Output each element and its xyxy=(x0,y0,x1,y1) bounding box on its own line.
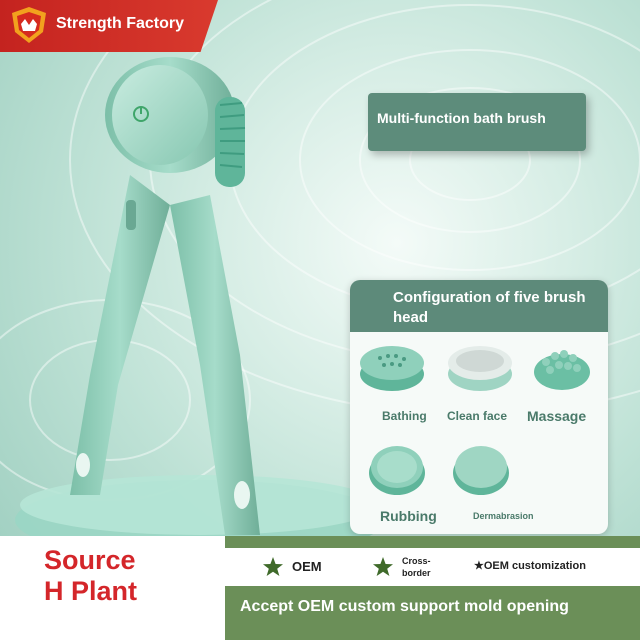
product-tag-label: Multi-function bath brush xyxy=(377,110,546,126)
star-icon xyxy=(372,556,394,578)
bath-brush-product-image xyxy=(60,55,320,545)
brush-head-config-panel xyxy=(350,280,608,534)
shield-crown-logo-icon xyxy=(8,4,50,46)
star-icon xyxy=(262,556,284,578)
head-label-clean-face: Clean face xyxy=(447,409,508,423)
source-title xyxy=(44,545,137,607)
rubbing-pad-icon xyxy=(366,440,428,498)
badge-oem: OEM xyxy=(292,559,322,574)
dermabrasion-pad-icon xyxy=(450,440,512,498)
product-tag xyxy=(368,93,586,151)
slogan: Accept OEM custom support mold opening xyxy=(240,598,569,615)
config-panel-header xyxy=(350,280,608,332)
source-line-2: H Plant xyxy=(44,576,138,606)
head-label-massage: Massage xyxy=(527,408,587,424)
head-label-bathing: Bathing xyxy=(382,409,427,423)
head-label-rubbing: Rubbing xyxy=(380,508,437,524)
soft-brush-head-icon xyxy=(444,338,516,394)
head-label-dermabrasion: Dermabrasion xyxy=(473,511,534,521)
brand-name: Strength Factory xyxy=(56,15,185,32)
bristle-brush-head-icon xyxy=(356,338,428,394)
config-title: Configuration of five brush head xyxy=(393,289,586,326)
badge-oem-customization: ★OEM customization xyxy=(474,560,586,572)
source-line-1: Source xyxy=(44,545,136,575)
massage-head-icon xyxy=(526,338,598,394)
badge-cross-border: Cross- border xyxy=(402,556,431,578)
